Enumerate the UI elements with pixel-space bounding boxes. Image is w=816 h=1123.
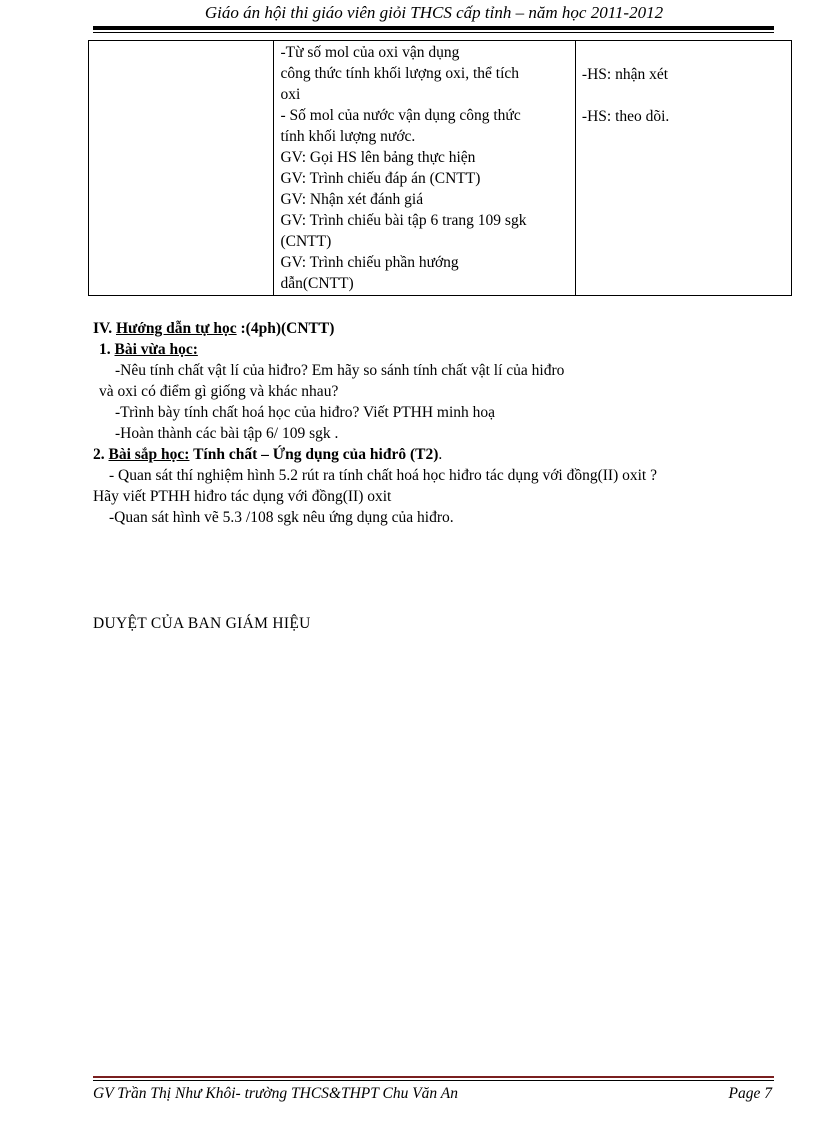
- teacher-line: công thức tính khối lượng oxi, thể tích: [280, 65, 520, 82]
- body-line: và oxi có điểm gì giống và khác nhau?: [99, 383, 339, 400]
- teacher-line: GV: Trình chiếu phần hướng: [280, 254, 459, 271]
- subsection-number: 1.: [99, 341, 111, 358]
- subsection-heading: [93, 339, 753, 360]
- section-heading: [93, 318, 753, 339]
- section-suffix: :(4ph)(CNTT): [236, 320, 335, 337]
- table-row: [89, 41, 792, 296]
- subsection-heading: [93, 444, 753, 465]
- subsection-title: Bài vừa học:: [114, 341, 198, 358]
- student-line: -HS: nhận xét: [581, 66, 669, 83]
- teacher-line: tính khối lượng nước.: [280, 128, 416, 145]
- header-rule-thin: [93, 32, 774, 33]
- body-line: -Nêu tính chất vật lí của hiđro? Em hãy so sánh tính chất vật lí của hiđro: [115, 362, 565, 379]
- section-title: Hướng dẫn tự học: [115, 320, 237, 337]
- header-rule-thick: [93, 26, 774, 30]
- footer-page-number: Page 7: [728, 1085, 772, 1102]
- student-line: -HS: theo dõi.: [581, 108, 670, 125]
- table-cell-teacher-activity: [274, 41, 575, 296]
- footer-author: GV Trần Thị Như Khôi- trường THCS&THPT Chu Văn An: [93, 1085, 458, 1102]
- footer-rule-thick: [93, 1076, 774, 1078]
- teacher-line: GV: Trình chiếu bài tập 6 trang 109 sgk: [280, 212, 527, 229]
- next-lesson-end: .: [438, 446, 443, 463]
- body-line: Hãy viết PTHH hiđro tác dụng với đồng(II) oxit: [93, 488, 392, 505]
- teacher-line: -Từ số mol của oxi vận dụng: [280, 44, 460, 61]
- teacher-line: - Số mol của nước vận dụng công thức: [280, 107, 521, 124]
- body-line: - Quan sát thí nghiệm hình 5.2 rút ra tính chất hoá học hiđro tác dụng với đồng(II) oxit ?: [109, 467, 657, 484]
- body-line: -Trình bày tính chất hoá học của hiđro? Viết PTHH minh hoạ: [115, 404, 496, 421]
- next-lesson-title: Tính chất – Ứng dụng của hiđrô (T2): [189, 446, 439, 463]
- self-study-section: [93, 318, 753, 528]
- approval-heading: DUYỆT CỦA BAN GIÁM HIỆU: [93, 615, 311, 632]
- section-number: IV.: [93, 320, 113, 337]
- teacher-line: oxi: [280, 86, 301, 103]
- lesson-table: [88, 40, 792, 296]
- subsection-title: Bài sắp học:: [108, 446, 190, 463]
- table-cell-content: [89, 41, 274, 296]
- teacher-line: GV: Nhận xét đánh giá: [280, 191, 424, 208]
- footer-rule-thin: [93, 1080, 774, 1081]
- teacher-line: GV: Trình chiếu đáp án (CNTT): [280, 170, 481, 187]
- body-line: -Hoàn thành các bài tập 6/ 109 sgk .: [115, 425, 339, 442]
- table-cell-student-activity: [575, 41, 791, 296]
- subsection-number: 2.: [93, 446, 105, 463]
- body-line: -Quan sát hình vẽ 5.3 /108 sgk nêu ứng dụng của hiđro.: [109, 509, 454, 526]
- teacher-line: (CNTT): [280, 233, 332, 250]
- teacher-line: dẫn(CNTT): [280, 275, 354, 292]
- teacher-line: GV: Gọi HS lên bảng thực hiện: [280, 149, 476, 166]
- page-header-title: Giáo án hội thi giáo viên giỏi THCS cấp tỉnh – năm học 2011-2012: [204, 3, 664, 22]
